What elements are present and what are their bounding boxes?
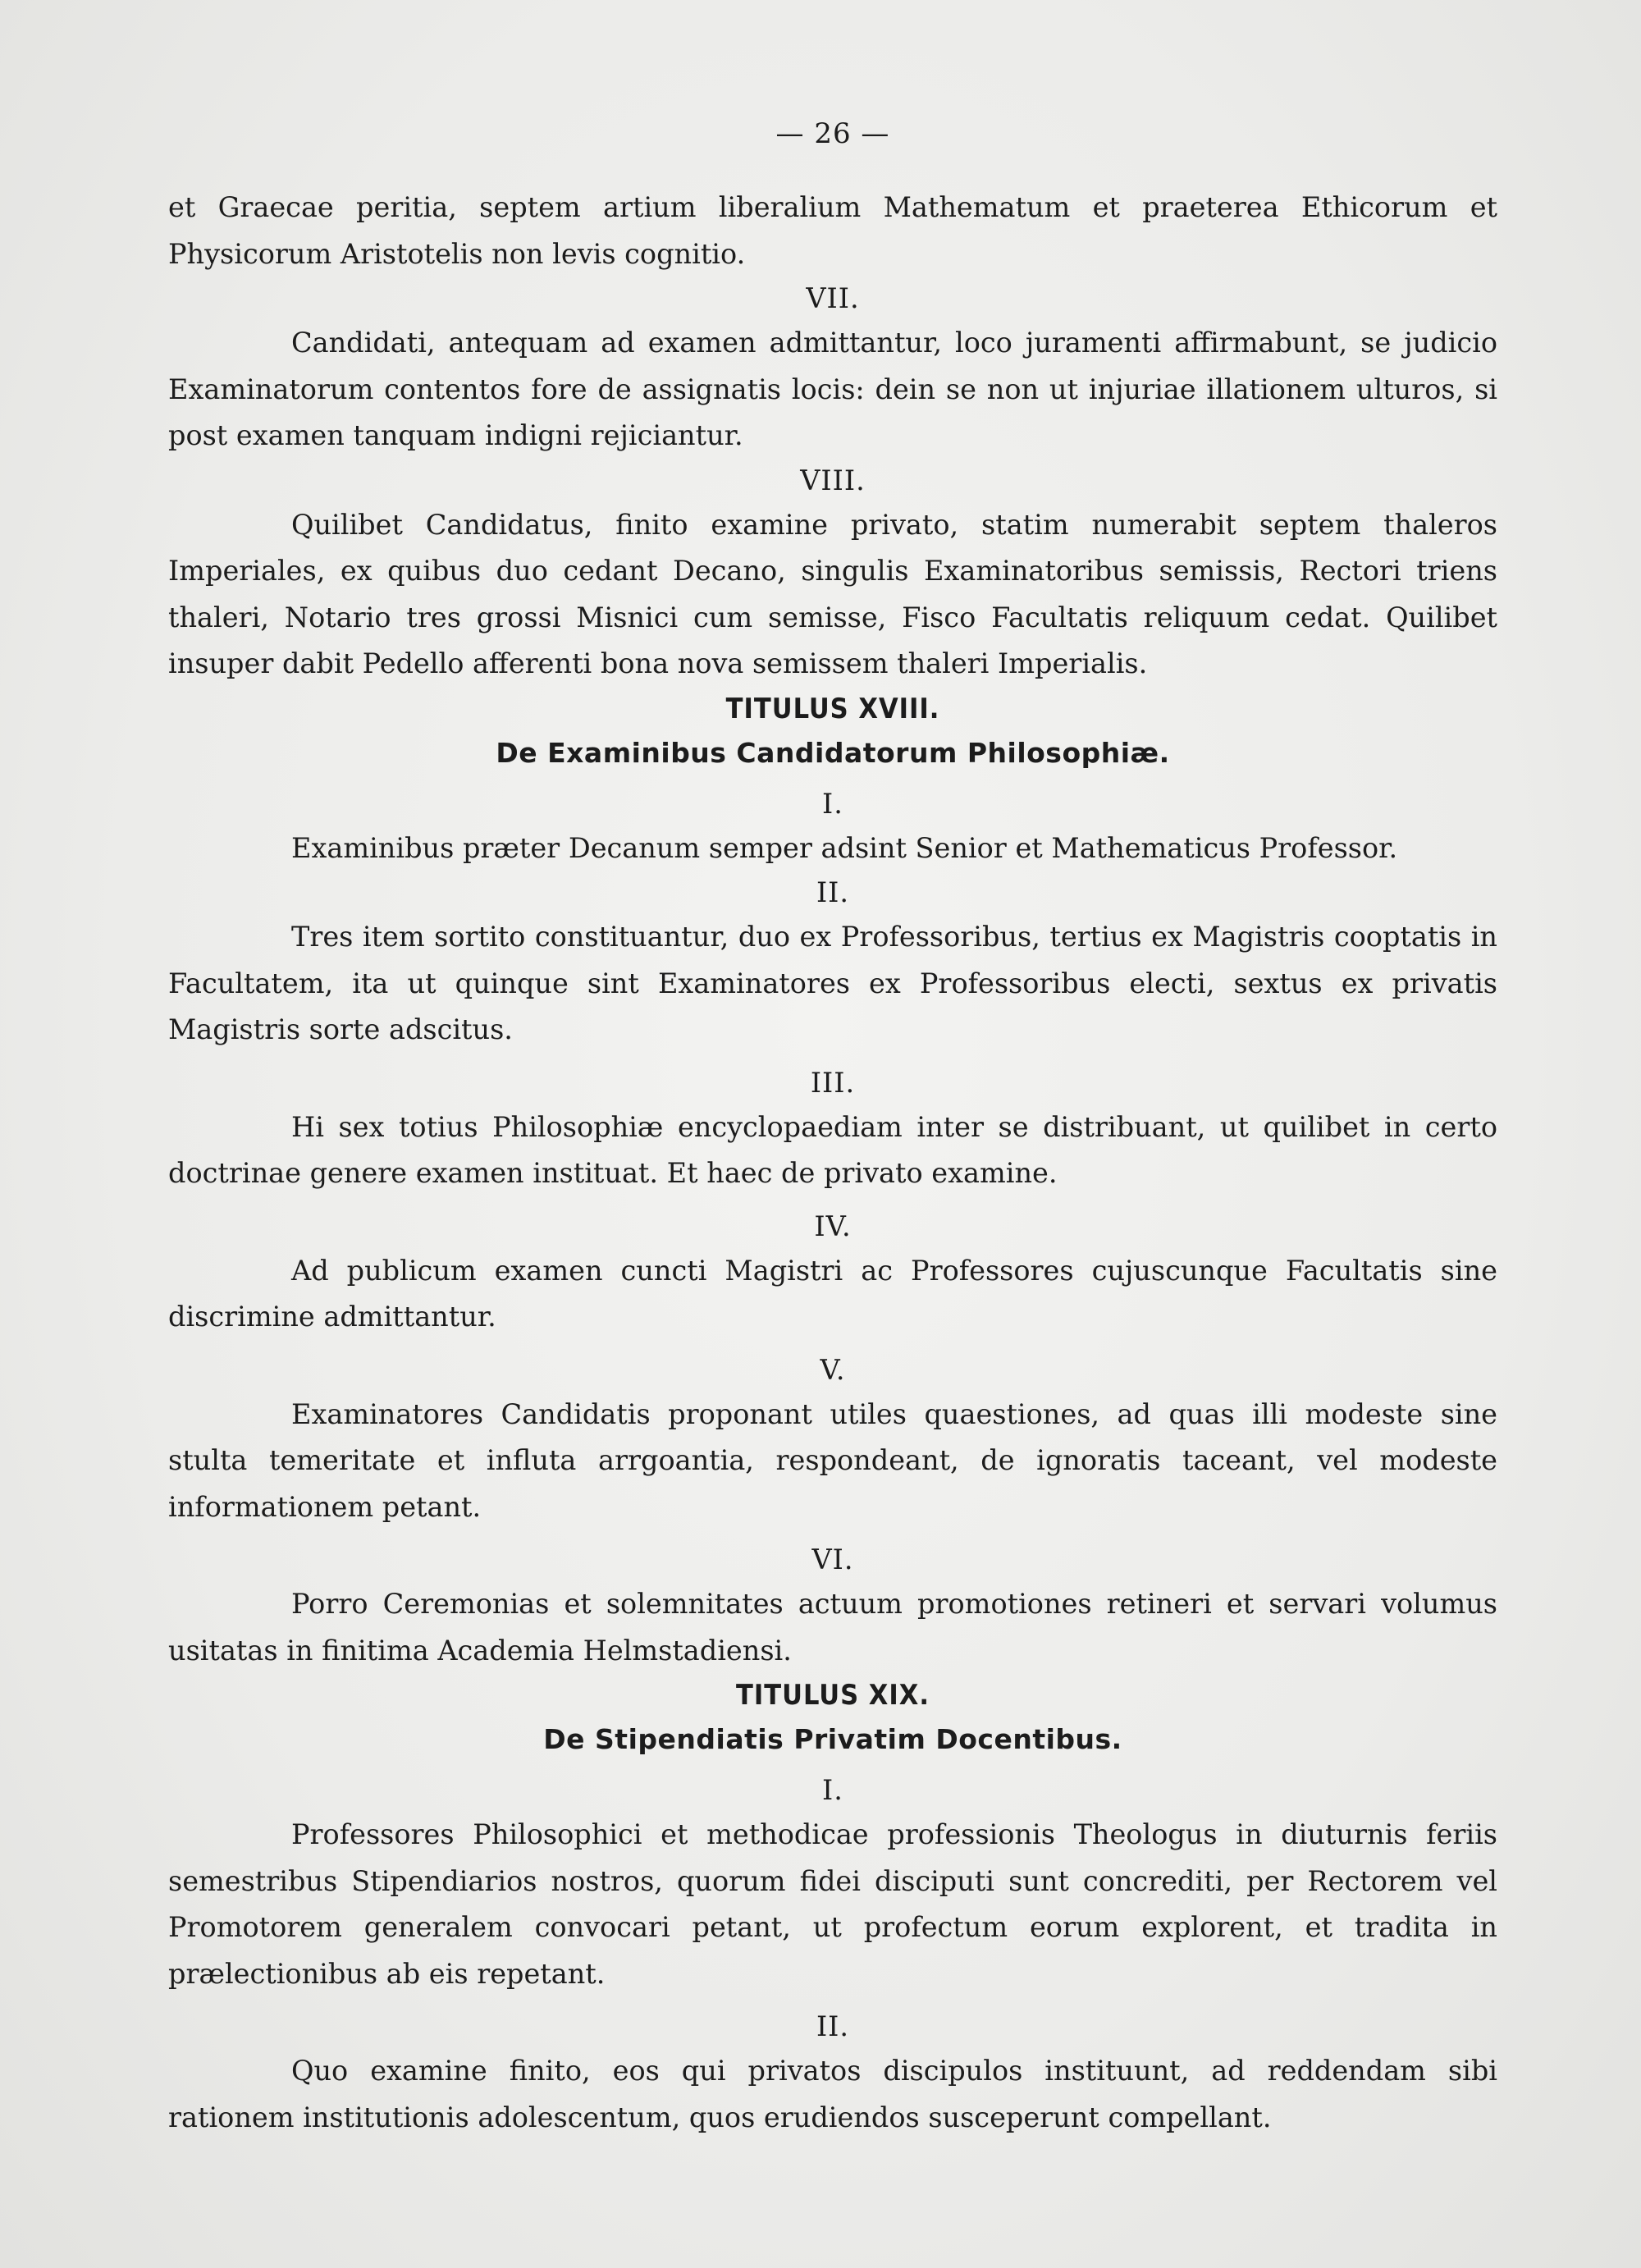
xix-paragraph-ii: Quo examine finito, eos qui privatos discipulos instituunt, ad reddendam sibi rationem institutionis adolescentum, quos erudiendos susceperunt compellant. <box>168 2055 1497 2133</box>
xviii-section-heading-iv: IV. <box>814 1209 852 1242</box>
page-number: — 26 — <box>775 117 890 150</box>
paragraph-vii: Candidati, antequam ad examen admittantur, loco juramenti affirmabunt, se judicio Examinatorum contentos fore de assignatis locis: dein se non ut injuriae illationem ulturos, si post examen tanquam indigni rejiciantur. <box>168 327 1497 451</box>
xviii-paragraph-iii: Hi sex totius Philosophiæ encyclopaediam inter se distribuant, ut quilibet in certo doctrinae genere examen instituat. Et haec de privato examine. <box>168 1110 1497 1189</box>
paragraph-viii: Quilibet Candidatus, finito examine privato, statim numerabit septem thaleros Imperiales, ex quibus duo cedant Decano, singulis Examinatoribus semissis, Rectori triens thaleri, Notario tres grossi Misnici cum semisse, Fisco Facultatis reliquum cedat. Quilibet insuper dabit Pedello afferenti bona nova semissem thaleri Imperialis. <box>168 508 1497 679</box>
xix-section-heading-ii: II. <box>816 2010 850 2042</box>
titulus-xviii-heading: TITULUS XVIII. <box>725 692 940 725</box>
xviii-paragraph-i: Examinibus præter Decanum semper adsint Senior et Mathematicus Professor. <box>291 831 1398 864</box>
titulus-xix-heading: TITULUS XIX. <box>736 1679 930 1712</box>
xviii-section-heading-ii: II. <box>816 876 850 908</box>
intro-paragraph: et Graecae peritia, septem artium liberalium Mathematum et praeterea Ethicorum et Physicorum Aristotelis non levis cognitio. <box>168 191 1497 270</box>
xviii-paragraph-iv: Ad publicum examen cuncti Magistri ac Professores cujuscunque Facultatis sine discrimine admittantur. <box>168 1254 1497 1333</box>
titulus-xviii-subtitle: De Examinibus Candidatorum Philosophiæ. <box>496 736 1170 769</box>
xviii-section-heading-vi: VI. <box>811 1543 854 1575</box>
page-body <box>168 111 1497 2141</box>
section-heading-vii: VII. <box>806 282 860 314</box>
xix-section-heading-i: I. <box>822 1774 843 1806</box>
xix-paragraph-i: Professores Philosophici et methodicae professionis Theologus in diuturnis feriis semestribus Stipendiarios nostros, quorum fidei disciputi sunt concrediti, per Rectorem vel Promotorem generalem convocari petant, ut profectum eorum explorent, et tradita in prælectionibus ab eis repetant. <box>168 1818 1497 1990</box>
section-heading-viii: VIII. <box>800 464 866 496</box>
xviii-paragraph-v: Examinatores Candidatis proponant utiles quaestiones, ad quas illi modeste sine stulta temeritate et influta arrgoantia, respondeant, de ignoratis taceant, vel modeste informationem petant. <box>168 1397 1497 1523</box>
xviii-section-heading-i: I. <box>822 787 843 820</box>
xviii-section-heading-v: V. <box>820 1353 846 1386</box>
titulus-xix-subtitle: De Stipendiatis Privatim Docentibus. <box>543 1723 1122 1755</box>
xviii-paragraph-ii: Tres item sortito constituantur, duo ex Professoribus, tertius ex Magistris cooptatis in Facultatem, ita ut quinque sint Examinatores ex Professoribus electi, sextus ex privatis Magistris sorte adscitus. <box>168 921 1497 1045</box>
xviii-section-heading-iii: III. <box>810 1066 856 1099</box>
xviii-paragraph-vi: Porro Ceremonias et solemnitates actuum promotiones retineri et servari volumus usitatas in finitima Academia Helmstadiensi. <box>168 1588 1497 1667</box>
